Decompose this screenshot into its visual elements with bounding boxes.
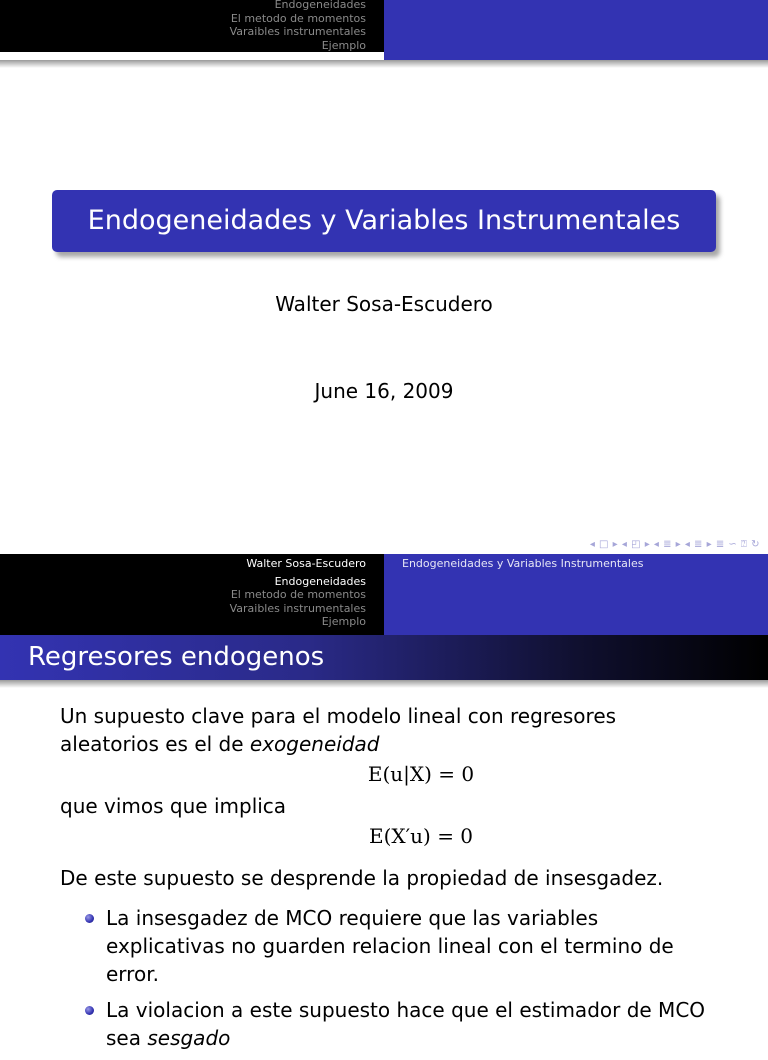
author-name: Walter Sosa-Escudero [275, 292, 493, 316]
presentation-date: June 16, 2009 [314, 379, 454, 403]
paragraph-text: Un supuesto clave para el modelo lineal con regresores aleatorios es el de [60, 704, 617, 756]
nav-section-metodo-momentos[interactable]: El metodo de momentos [230, 588, 366, 601]
equation-exogeneity: E(u|X) = 0 [367, 762, 475, 786]
nav-section-endogeneidades[interactable]: Endogeneidades [274, 0, 366, 11]
list-item [60, 904, 720, 988]
list-item [60, 996, 720, 1052]
header-section-nav [0, 0, 384, 52]
header-shadow [0, 60, 768, 68]
header-author[interactable]: Walter Sosa-Escudero [246, 557, 366, 570]
frame-title: Regresores endogenos [0, 635, 768, 680]
paragraph-implica: que vimos que implica [60, 794, 287, 818]
frametitle-shadow [0, 680, 768, 688]
header-title-area [384, 0, 768, 60]
nav-section-ejemplo[interactable]: Ejemplo [321, 38, 366, 52]
emphasis-sesgado: sesgado [147, 1026, 231, 1050]
bullet-text: La violacion a este supuesto hace que el estimador de MCO sea [106, 998, 706, 1050]
nav-section-ejemplo[interactable]: Ejemplo [321, 615, 366, 628]
equation-moment: E(X′u) = 0 [368, 824, 474, 848]
header-title-area [384, 554, 768, 635]
content-slide [0, 554, 768, 1050]
bullet-text: La insesgadez de MCO requiere que las variables explicativas no guarden relacion lineal con el termino de error. [106, 906, 674, 986]
bullet-list [60, 904, 720, 1052]
bullet-icon [85, 1006, 94, 1015]
slide-body [60, 702, 720, 1060]
header-doc-title[interactable]: Endogeneidades y Variables Instrumentales [402, 557, 644, 570]
paragraph-insesgadez: De este supuesto se desprende la propiedad de insesgadez. [60, 866, 664, 890]
bullet-icon [85, 914, 94, 923]
paragraph-exogeneidad [60, 702, 720, 758]
presentation-title: Endogeneidades y Variables Instrumentales [52, 190, 716, 252]
nav-section-endogeneidades[interactable]: Endogeneidades [274, 574, 366, 588]
nav-section-variables-instrumentales[interactable]: Varaibles instrumentales [229, 601, 366, 615]
nav-section-metodo-momentos[interactable]: El metodo de momentos [230, 11, 366, 25]
emphasis-exogeneidad: exogeneidad [249, 732, 380, 756]
beamer-nav-controls[interactable]: ◂ □ ▸ ◂ ◰ ▸ ◂ ≣ ▸ ◂ ≣ ▸ ≣ ∽ ⍰ ↻ [589, 539, 760, 550]
nav-section-variables-instrumentales[interactable]: Varaibles instrumentales [229, 25, 366, 38]
header-section-nav [0, 554, 384, 635]
